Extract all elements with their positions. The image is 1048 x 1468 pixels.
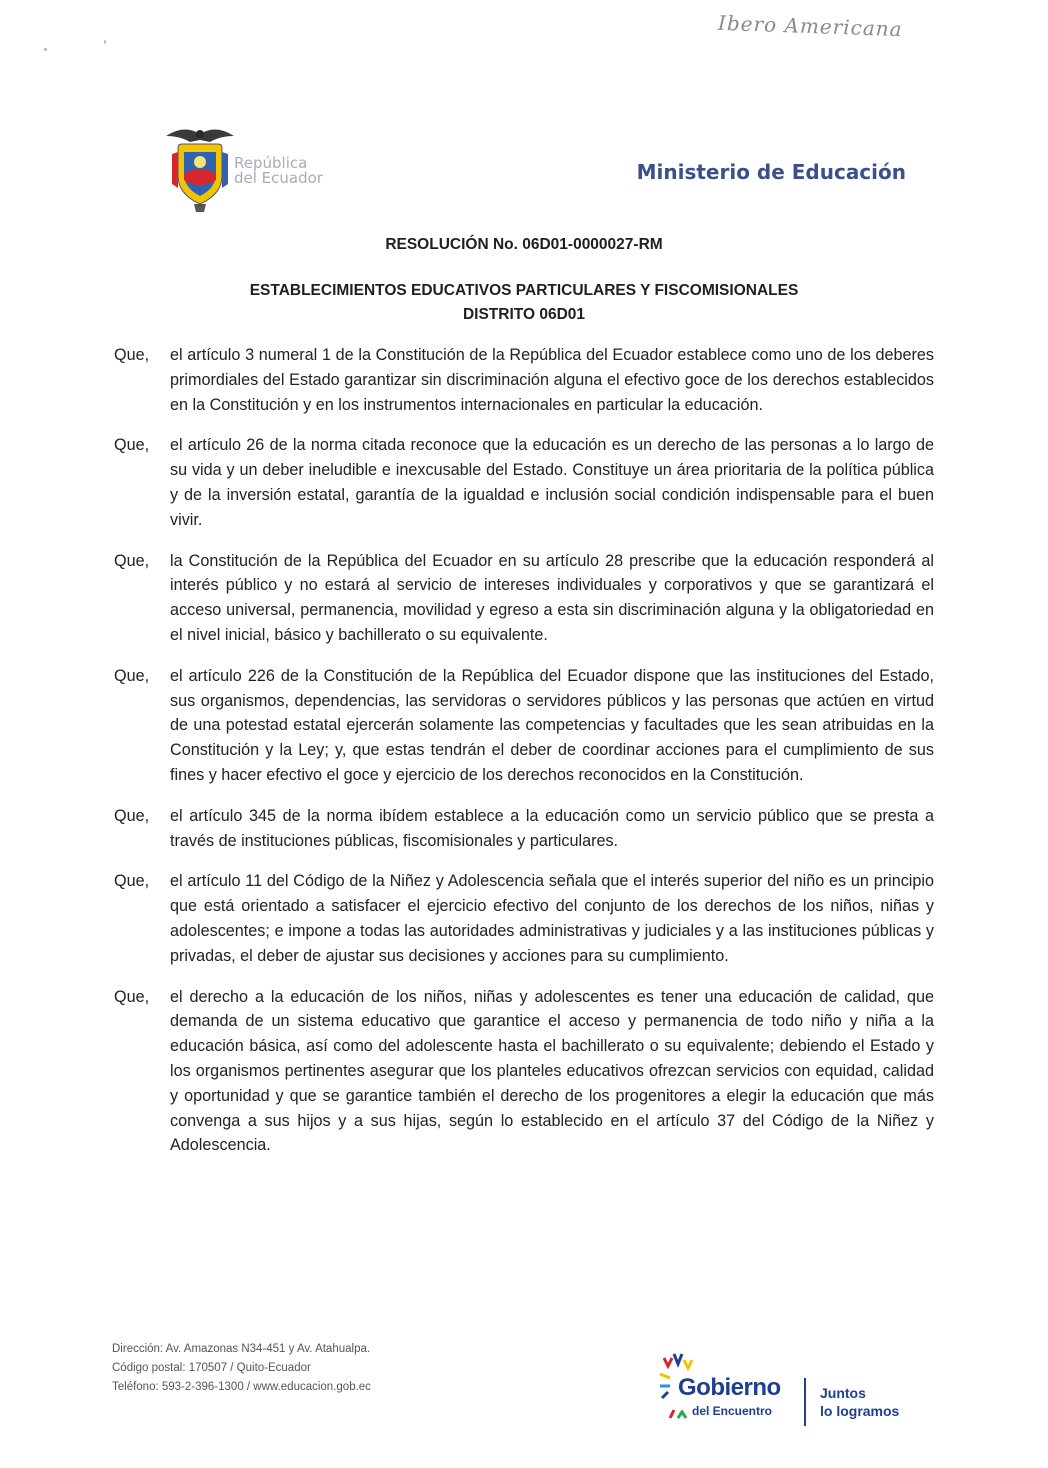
clauses-list [114,343,934,1174]
republica-logo [160,124,360,214]
slogan-line2: lo logramos [820,1403,900,1419]
footer-address [112,1340,371,1397]
subtitle-line2: DISTRITO 06D01 [462,306,586,323]
clause-text: el derecho a la educación de los niños, niñas y adolescentes es tener una educación de calidad, que demanda de un sistema educativo que garantice el acceso y permanencia de todo niño y niña a la educación básica, así como del adolescente hasta el bachillerato o su equivalente; debiendo el Estado y los organismos pertinentes asegurar que los planteles educativos ofrezcan servicios con equidad, calidad y oportunidad y que se garantice también el derecho de los progenitores a elegir la educación que más convenga a sus hijos y a sus hijas, según lo establecido en el artículo 37 del Código de la Niñez y Adolescencia. [170,987,934,1155]
handwritten-annotation: Ibero Americana [717,10,904,42]
slogan [820,1384,899,1420]
country-name [234,156,323,186]
logo-divider [804,1378,806,1426]
country-line1: República [234,154,308,172]
clause-label: Que, [114,806,150,825]
scan-speck [104,40,106,44]
clause-item [114,343,934,417]
phone-line: Teléfono: 593-2-396-1300 / www.educacion.gob.ec [112,1381,371,1393]
clause-item [114,985,934,1159]
ministry-name: Ministerio de Educación [636,160,906,184]
del-encuentro-word: del Encuentro [692,1404,773,1418]
postal-line: Código postal: 170507 / Quito-Ecuador [112,1362,311,1374]
clause-label: Que, [114,666,150,685]
clause-text: el artículo 3 numeral 1 de la Constitución de la República del Ecuador establece como uno de los deberes primordiales del Estado garantizar sin discriminación alguna el efectivo goce de los derechos establecidos en la Constitución y en los instrumentos internacionales en particular la educación. [170,346,934,414]
gobierno-logo [656,1352,926,1432]
clause-label: Que, [114,872,150,891]
clause-text: el artículo 11 del Código de la Niñez y Adolescencia señala que el interés superior del niño es un principio que está orientado a satisfacer el ejercicio efectivo del conjunto de los derechos de los niños, niñas y adolescentes; e impone a todas las autoridades administrativas y judiciales y a las instituciones públicas y privadas, el deber de ajustar sus decisiones y acciones para su cumplimiento. [170,872,934,965]
clause-label: Que, [114,346,150,364]
document-subtitle [0,279,1048,327]
clause-label: Que, [114,551,150,570]
address-line: Dirección: Av. Amazonas N34-451 y Av. Atahualpa. [112,1343,371,1355]
clause-text: el artículo 226 de la Constitución de la República del Ecuador dispone que las instituciones del Estado, sus organismos, dependencias, las servidoras o servidores públicos y las personas que actúen en virtud de una potestad estatal ejercerán solamente las competencias y facultades que les sean atribuidas en la Constitución y la Ley; y, que estas tendrán el deber de coordinar acciones para el cumplimiento de sus fines y hacer efectivo el goce y ejercicio de los derechos reconocidos en la Constitución. [170,666,934,784]
scan-speck [44,48,47,51]
subtitle-line1: ESTABLECIMIENTOS EDUCATIVOS PARTICULARES Y FISCOMISIONALES [249,282,799,299]
slogan-line1: Juntos [820,1385,866,1401]
clause-item [114,664,934,788]
country-line2: del Ecuador [234,169,323,187]
clause-text: el artículo 345 de la norma ibídem establece a la educación como un servicio público que se presta a través de instituciones públicas, fiscomisionales y particulares. [170,806,934,850]
clause-item [114,549,934,648]
clause-text: la Constitución de la República del Ecuador en su artículo 28 prescribe que la educación responderá al interés público y no estará al servicio de intereses individuales y corporativos y que se garantizará el acceso universal, permanencia, movilidad y egreso a esta sin discriminación alguna y la obligatoriedad en el nivel inicial, básico y bachillerato o su equivalente. [170,551,934,644]
clause-item [114,433,934,532]
gobierno-word: Gobierno [678,1374,781,1401]
clause-item [114,804,934,854]
clause-item [114,869,934,968]
coat-of-arms-icon [164,124,236,214]
clause-label: Que, [114,436,150,455]
resolution-title: RESOLUCIÓN No. 06D01-0000027-RM [385,236,663,253]
clause-label: Que, [114,987,150,1006]
clause-text: el artículo 26 de la norma citada reconoce que la educación es un derecho de las personas a lo largo de su vida y un deber ineludible e inexcusable del Estado. Constituye un área prioritaria de la política pública y de la inversión estatal, garantía de la igualdad e inclusión social condición indispensable para el buen vivir. [170,436,934,529]
